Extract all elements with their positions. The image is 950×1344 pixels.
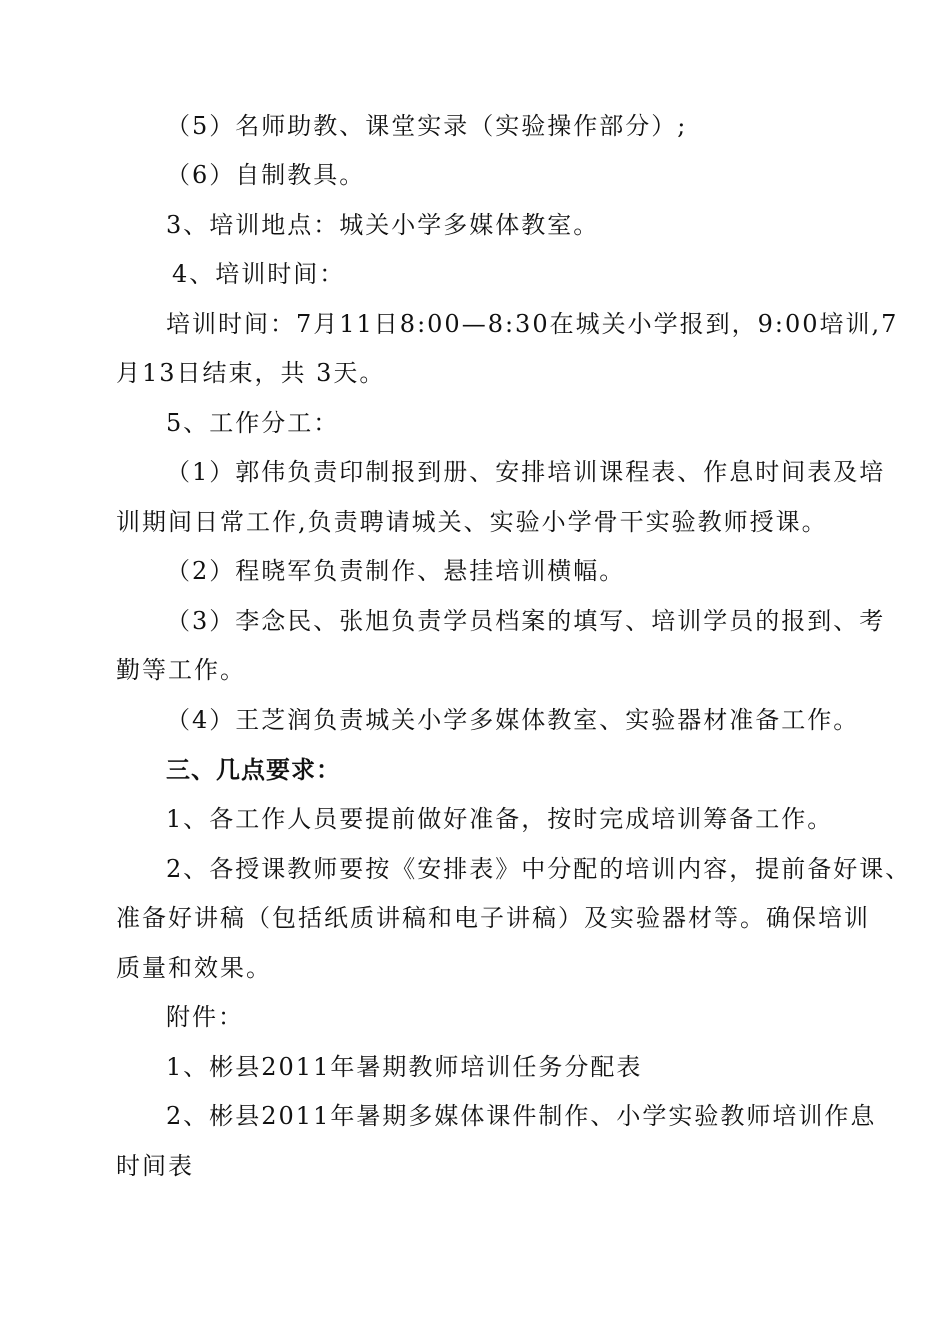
division-item-1-line-2: 训期间日常工作,负责聘请城关、实验小学骨干实验教师授课。	[116, 508, 828, 536]
division-item-3-line-2: 勤等工作。	[116, 656, 246, 684]
division-item-3-line-1: （3）李念民、张旭负责学员档案的填写、培训学员的报到、考	[166, 607, 886, 635]
training-time-heading: 4、培训时间：	[172, 260, 346, 288]
division-item-2-line: （2）程晓军负责制作、悬挂培训横幅。	[166, 557, 626, 585]
training-location-line: 3、培训地点：城关小学多媒体教室。	[166, 211, 600, 239]
work-division-heading: 5、工作分工：	[166, 409, 340, 437]
attachment-2-line-2: 时间表	[116, 1152, 194, 1180]
requirement-2-line-3: 质量和效果。	[116, 954, 272, 982]
training-time-detail-line-1: 培训时间：7月11日8:00—8:30在城关小学报到，9:00培训,7	[166, 310, 899, 338]
requirement-2-line-1: 2、各授课教师要按《安排表》中分配的培训内容，提前备好课、	[166, 855, 912, 883]
item-6-line: （6）自制教具。	[166, 161, 366, 189]
training-time-detail-line-2: 月13日结束，共 3天。	[116, 359, 386, 387]
requirements-heading: 三、几点要求：	[166, 756, 341, 784]
item-5-line: （5）名师助教、课堂实录（实验操作部分）;	[166, 112, 688, 140]
division-item-1-line-1: （1）郭伟负责印制报到册、安排培训课程表、作息时间表及培	[166, 458, 886, 486]
division-item-4-line: （4）王芝润负责城关小学多媒体教室、实验器材准备工作。	[166, 706, 860, 734]
attachment-1-line: 1、彬县2011年暑期教师培训任务分配表	[166, 1053, 643, 1081]
requirement-2-line-2: 准备好讲稿（包括纸质讲稿和电子讲稿）及实验器材等。确保培训	[116, 904, 870, 932]
attachment-2-line-1: 2、彬县2011年暑期多媒体课件制作、小学实验教师培训作息	[166, 1102, 877, 1130]
requirement-1-line: 1、各工作人员要提前做好准备，按时完成培训筹备工作。	[166, 805, 834, 833]
attachments-heading: 附件：	[166, 1003, 244, 1031]
